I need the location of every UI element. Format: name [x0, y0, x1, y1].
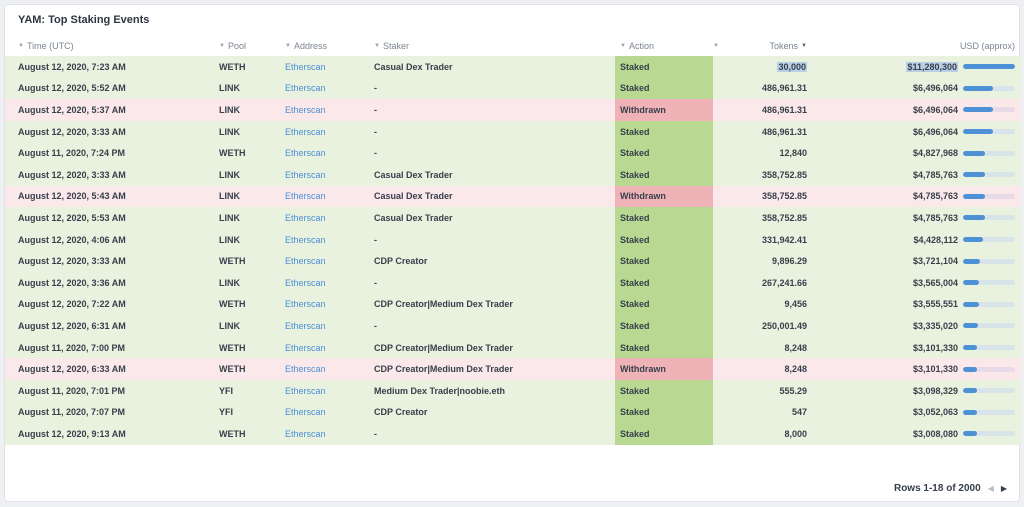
chevron-left-icon[interactable]: ◀ — [987, 484, 994, 493]
table-row — [5, 250, 1021, 272]
column-header-tokens[interactable]: ▼ Tokens ▼ — [713, 41, 807, 51]
usd-minibar — [963, 151, 1015, 156]
cell-pool: WETH — [219, 256, 246, 267]
usd-minibar — [963, 64, 1015, 69]
cell-usd: $3,098,329 — [813, 380, 1021, 402]
cell-staker: - — [374, 148, 377, 159]
cell-time: August 11, 2020, 7:00 PM — [18, 342, 126, 353]
pagination — [894, 483, 1007, 494]
cell-staker: Casual Dex Trader — [374, 169, 453, 180]
usd-minibar-fill — [963, 367, 977, 372]
cell-usd: $4,827,968 — [813, 142, 1021, 164]
cell-usd: $3,565,004 — [813, 272, 1021, 294]
cell-time: August 11, 2020, 7:07 PM — [18, 407, 126, 418]
cell-pool: LINK — [219, 212, 240, 223]
cell-action: Withdrawn — [615, 186, 713, 208]
usd-minibar-fill — [963, 259, 980, 264]
cell-tokens: 9,896.29 — [771, 256, 807, 267]
cell-tokens: 9,456 — [784, 299, 807, 310]
usd-minibar — [963, 302, 1015, 307]
cell-staker: Casual Dex Trader — [374, 191, 453, 202]
table-row — [5, 358, 1021, 380]
card-title[interactable]: YAM: Top Staking Events — [18, 14, 150, 26]
cell-time: August 12, 2020, 7:22 AM — [18, 299, 126, 310]
usd-minibar-fill — [963, 86, 993, 91]
usd-minibar-fill — [963, 107, 993, 112]
cell-tokens: 331,942.41 — [761, 234, 807, 245]
sort-caret-icon: ▼ — [374, 43, 380, 49]
cell-action: Staked — [615, 315, 713, 337]
column-header-action[interactable]: ▼ Action — [620, 41, 654, 51]
cell-staker: Medium Dex Trader|noobie.eth — [374, 385, 506, 396]
etherscan-link[interactable]: Etherscan — [285, 234, 326, 245]
etherscan-link[interactable]: Etherscan — [285, 191, 326, 202]
cell-time: August 12, 2020, 5:52 AM — [18, 83, 126, 94]
usd-minibar — [963, 280, 1015, 285]
usd-minibar — [963, 259, 1015, 264]
cell-action: Staked — [615, 294, 713, 316]
cell-pool: LINK — [219, 191, 240, 202]
cell-staker: - — [374, 234, 377, 245]
table-row — [5, 229, 1021, 251]
cell-action: Staked — [615, 337, 713, 359]
usd-minibar-fill — [963, 194, 985, 199]
table-row — [5, 294, 1021, 316]
usd-minibar — [963, 410, 1015, 415]
table-row — [5, 56, 1021, 78]
usd-minibar — [963, 345, 1015, 350]
row-count-label: Rows 1-18 of 2000 — [893, 483, 981, 494]
cell-usd: $3,335,020 — [813, 315, 1021, 337]
etherscan-link[interactable]: Etherscan — [285, 212, 326, 223]
table-row — [5, 142, 1021, 164]
cell-staker: CDP Creator|Medium Dex Trader — [374, 299, 513, 310]
cell-usd: $6,496,064 — [813, 78, 1021, 100]
cell-pool: LINK — [219, 83, 240, 94]
sort-caret-icon: ▼ — [18, 43, 24, 49]
cell-staker: CDP Creator|Medium Dex Trader — [374, 342, 513, 353]
cell-time: August 12, 2020, 6:33 AM — [18, 364, 126, 375]
cell-action: Staked — [615, 164, 713, 186]
usd-minibar-fill — [963, 323, 978, 328]
cell-staker: - — [374, 277, 377, 288]
cell-usd: $4,428,112 — [813, 229, 1021, 251]
usd-minibar — [963, 323, 1015, 328]
cell-pool: WETH — [219, 342, 246, 353]
cell-tokens: 358,752.85 — [761, 191, 807, 202]
usd-minibar-fill — [963, 215, 985, 220]
table-row — [5, 315, 1021, 337]
table-row — [5, 99, 1021, 121]
usd-minibar — [963, 388, 1015, 393]
cell-time: August 12, 2020, 3:33 AM — [18, 126, 126, 137]
usd-minibar-fill — [963, 431, 977, 436]
usd-minibar — [963, 431, 1015, 436]
cell-pool: WETH — [219, 299, 246, 310]
cell-tokens: 358,752.85 — [761, 212, 807, 223]
usd-minibar-fill — [963, 237, 983, 242]
usd-minibar — [963, 215, 1015, 220]
usd-minibar-fill — [963, 345, 977, 350]
cell-time: August 12, 2020, 3:33 AM — [18, 256, 126, 267]
etherscan-link[interactable]: Etherscan — [285, 407, 326, 418]
cell-pool: WETH — [219, 428, 246, 439]
table-row — [5, 402, 1021, 424]
cell-usd: $3,101,330 — [813, 358, 1021, 380]
etherscan-link[interactable]: Etherscan — [285, 428, 326, 439]
cell-time: August 12, 2020, 5:43 AM — [18, 191, 126, 202]
column-header-staker[interactable]: ▼ Staker — [374, 41, 409, 51]
cell-time: August 12, 2020, 5:53 AM — [18, 212, 126, 223]
usd-minibar-fill — [963, 151, 985, 156]
etherscan-link[interactable]: Etherscan — [285, 148, 326, 159]
cell-action: Staked — [615, 121, 713, 143]
cell-usd: $11,280,300 — [813, 56, 1021, 78]
cell-time: August 12, 2020, 3:33 AM — [18, 169, 126, 180]
cell-usd: $6,496,064 — [813, 99, 1021, 121]
cell-usd: $6,496,064 — [813, 121, 1021, 143]
cell-action: Staked — [615, 250, 713, 272]
cell-action: Withdrawn — [615, 358, 713, 380]
cell-usd: $3,052,063 — [813, 402, 1021, 424]
table-header — [5, 36, 1021, 56]
cell-staker: Casual Dex Trader — [374, 212, 453, 223]
cell-pool: WETH — [219, 148, 246, 159]
usd-minibar — [963, 129, 1015, 134]
cell-tokens: 12,840 — [779, 148, 807, 159]
cell-tokens: 486,961.31 — [761, 126, 807, 137]
etherscan-link[interactable]: Etherscan — [285, 342, 326, 353]
table-body — [5, 56, 1021, 445]
question-card — [4, 4, 1020, 502]
usd-minibar-fill — [963, 280, 979, 285]
cell-tokens: 30,000 — [778, 61, 806, 72]
usd-minibar — [963, 194, 1015, 199]
cell-pool: WETH — [219, 364, 246, 375]
table-row — [5, 164, 1021, 186]
sort-caret-icon: ▼ — [620, 43, 626, 49]
cell-time: August 11, 2020, 7:01 PM — [18, 385, 126, 396]
cell-usd: $3,101,330 — [813, 337, 1021, 359]
table-row — [5, 337, 1021, 359]
column-header-usd[interactable]: USD (approx) — [959, 41, 1015, 51]
column-header-time[interactable]: ▼ Time (UTC) — [18, 41, 74, 51]
cell-action: Staked — [615, 380, 713, 402]
sort-caret-icon: ▼ — [219, 43, 225, 49]
etherscan-link[interactable]: Etherscan — [285, 83, 326, 94]
cell-usd: $4,785,763 — [813, 186, 1021, 208]
cell-time: August 12, 2020, 6:31 AM — [18, 320, 126, 331]
cell-pool: LINK — [219, 104, 240, 115]
etherscan-link[interactable]: Etherscan — [285, 385, 326, 396]
cell-time: August 12, 2020, 7:23 AM — [18, 61, 126, 72]
cell-usd: $3,721,104 — [813, 250, 1021, 272]
cell-staker: - — [374, 104, 377, 115]
table-row — [5, 186, 1021, 208]
cell-tokens: 358,752.85 — [761, 169, 807, 180]
cell-pool: YFI — [219, 385, 234, 396]
usd-minibar-fill — [963, 410, 977, 415]
cell-usd: $3,555,551 — [813, 294, 1021, 316]
cell-tokens: 8,248 — [784, 342, 807, 353]
cell-tokens: 486,961.31 — [761, 83, 807, 94]
cell-tokens: 8,000 — [784, 428, 807, 439]
table-row — [5, 380, 1021, 402]
cell-time: August 11, 2020, 7:24 PM — [18, 148, 126, 159]
cell-pool: LINK — [219, 169, 240, 180]
chevron-right-icon[interactable]: ▶ — [1000, 484, 1007, 493]
cell-tokens: 486,961.31 — [761, 104, 807, 115]
cell-time: August 12, 2020, 9:13 AM — [18, 428, 126, 439]
sort-desc-icon: ▼ — [801, 43, 807, 49]
etherscan-link[interactable]: Etherscan — [285, 126, 326, 137]
cell-tokens: 250,001.49 — [761, 320, 807, 331]
table-row — [5, 423, 1021, 445]
table-row — [5, 207, 1021, 229]
cell-tokens: 555.29 — [779, 385, 807, 396]
cell-action: Staked — [615, 229, 713, 251]
etherscan-link[interactable]: Etherscan — [285, 277, 326, 288]
table-row — [5, 272, 1021, 294]
usd-minibar — [963, 367, 1015, 372]
cell-action: Staked — [615, 78, 713, 100]
usd-minibar — [963, 86, 1015, 91]
column-header-address[interactable]: ▼ Address — [285, 41, 327, 51]
usd-minibar-fill — [963, 129, 993, 134]
cell-action: Staked — [615, 56, 713, 78]
table-row — [5, 78, 1021, 100]
cell-action: Staked — [615, 402, 713, 424]
cell-usd: $4,785,763 — [813, 164, 1021, 186]
cell-time: August 12, 2020, 5:37 AM — [18, 104, 126, 115]
results-table — [5, 36, 1021, 445]
cell-action: Staked — [615, 207, 713, 229]
usd-minibar-fill — [963, 388, 977, 393]
cell-usd: $4,785,763 — [813, 207, 1021, 229]
cell-staker: CDP Creator|Medium Dex Trader — [374, 364, 513, 375]
cell-staker: Casual Dex Trader — [374, 61, 453, 72]
cell-time: August 12, 2020, 3:36 AM — [18, 277, 126, 288]
cell-usd: $3,008,080 — [813, 423, 1021, 445]
cell-pool: LINK — [219, 277, 240, 288]
cell-tokens: 8,248 — [784, 364, 807, 375]
etherscan-link[interactable]: Etherscan — [285, 320, 326, 331]
usd-minibar — [963, 107, 1015, 112]
cell-pool: WETH — [219, 61, 246, 72]
usd-minibar-fill — [963, 172, 985, 177]
etherscan-link[interactable]: Etherscan — [285, 299, 326, 310]
table-row — [5, 121, 1021, 143]
cell-staker: - — [374, 320, 377, 331]
cell-pool: LINK — [219, 320, 240, 331]
cell-staker: - — [374, 83, 377, 94]
cell-staker: CDP Creator — [374, 256, 428, 267]
etherscan-link[interactable]: Etherscan — [285, 104, 326, 115]
cell-pool: LINK — [219, 126, 240, 137]
cell-action: Staked — [615, 272, 713, 294]
cell-action: Staked — [615, 423, 713, 445]
usd-minibar-fill — [963, 64, 1015, 69]
usd-minibar — [963, 237, 1015, 242]
etherscan-link[interactable]: Etherscan — [285, 61, 326, 72]
etherscan-link[interactable]: Etherscan — [285, 364, 326, 375]
cell-action: Withdrawn — [615, 99, 713, 121]
column-header-pool[interactable]: ▼ Pool — [219, 41, 246, 51]
cell-tokens: 547 — [791, 407, 807, 418]
cell-time: August 12, 2020, 4:06 AM — [18, 234, 126, 245]
usd-minibar-fill — [963, 302, 979, 307]
sort-caret-icon: ▼ — [285, 43, 291, 49]
cell-staker: CDP Creator — [374, 407, 428, 418]
cell-action: Staked — [615, 142, 713, 164]
etherscan-link[interactable]: Etherscan — [285, 256, 326, 267]
etherscan-link[interactable]: Etherscan — [285, 169, 326, 180]
sort-caret-icon: ▼ — [713, 43, 719, 49]
cell-pool: LINK — [219, 234, 240, 245]
cell-pool: YFI — [219, 407, 234, 418]
usd-minibar — [963, 172, 1015, 177]
cell-staker: - — [374, 126, 377, 137]
cell-staker: - — [374, 428, 377, 439]
cell-tokens: 267,241.66 — [761, 277, 807, 288]
